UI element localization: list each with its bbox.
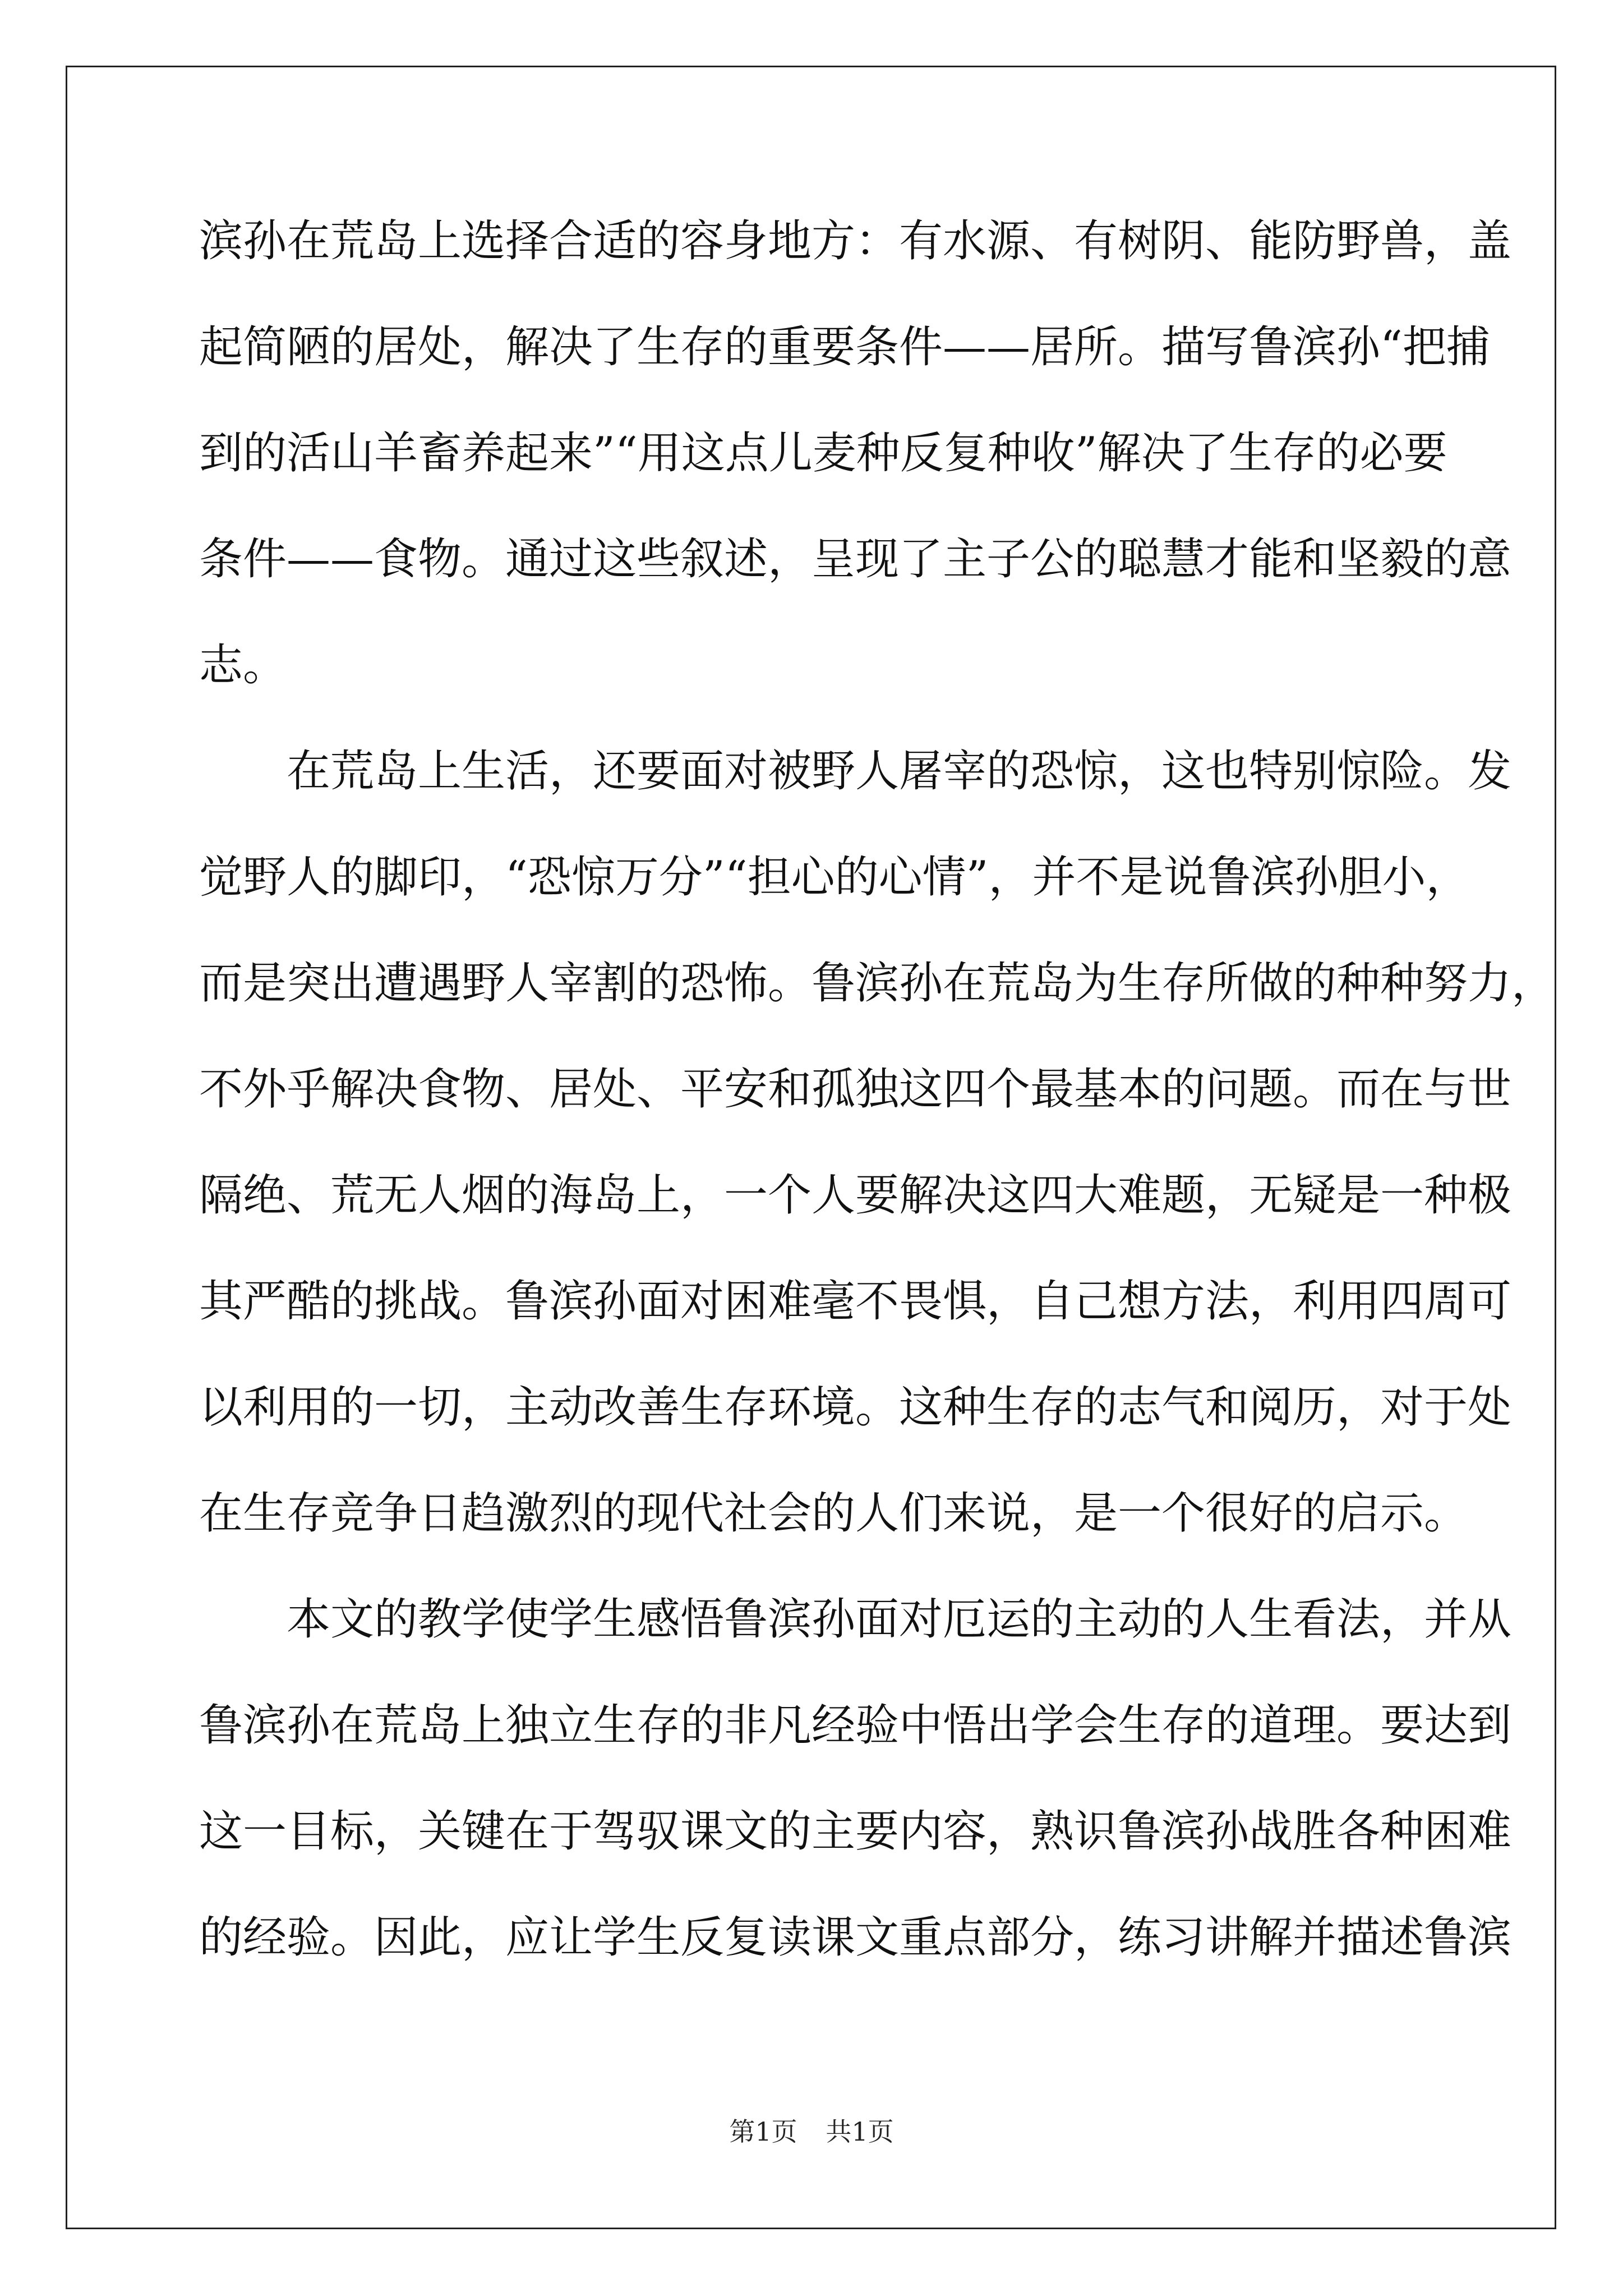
paragraph-2-line-1: 在荒岛上生活，还要面对被野人屠宰的恐惊，这也特别惊险。发 xyxy=(287,746,1512,797)
paragraph-2-line-6: 其严酷的挑战。鲁滨孙面对困难毫不畏惧，自己想方法，利用四周可 xyxy=(199,1276,1512,1327)
paragraph-2-line-2: 觉野人的脚印，“恐惊万分”“担心的心情”，并不是说鲁滨孙胆小， xyxy=(199,852,1470,903)
paragraph-1-line-4: 条件——食物。通过这些叙述，呈现了主子公的聪慧才能和坚毅的意 xyxy=(199,534,1512,585)
paragraph-1-line-2: 起简陋的居处，解决了生存的重要条件——居所。描写鲁滨孙“把捕 xyxy=(199,322,1490,372)
paragraph-3-line-1: 本文的教学使学生感悟鲁滨孙面对厄运的主动的人生看法，并从 xyxy=(287,1594,1512,1645)
paragraph-2-line-7: 以利用的一切，主动改善生存环境。这种生存的志气和阅历，对于处 xyxy=(199,1382,1512,1433)
paragraph-3-line-4: 的经验。因此，应让学生反复读课文重点部分，练习讲解并描述鲁滨 xyxy=(199,1912,1512,1963)
paragraph-3-line-3: 这一目标，关键在于驾驭课文的主要内容，熟识鲁滨孙战胜各种困难 xyxy=(199,1806,1512,1857)
paragraph-1-line-3: 到的活山羊畜养起来”“用这点儿麦种反复种收”解决了生存的必要 xyxy=(199,428,1447,478)
paragraph-3-line-2: 鲁滨孙在荒岛上独立生存的非凡经验中悟出学会生存的道理。要达到 xyxy=(199,1700,1512,1751)
paragraph-2-line-8: 在生存竞争日趋激烈的现代社会的人们来说，是一个很好的启示。 xyxy=(199,1488,1468,1539)
page-number: 第1页 xyxy=(729,2116,797,2147)
page-footer xyxy=(0,2115,1623,2148)
paragraph-1-line-1: 滨孙在荒岛上选择合适的容身地方：有水源、有树阴、能防野兽，盖 xyxy=(199,216,1512,266)
paragraph-1-line-5: 志。 xyxy=(199,640,287,691)
paragraph-2-line-4: 不外乎解决食物、居处、平安和孤独这四个最基本的问题。而在与世 xyxy=(199,1064,1512,1115)
paragraph-2-line-3: 而是突出遭遇野人宰割的恐怖。鲁滨孙在荒岛为生存所做的种种努力， xyxy=(199,958,1556,1009)
paragraph-2-line-5: 隔绝、荒无人烟的海岛上，一个人要解决这四大难题，无疑是一种极 xyxy=(199,1170,1512,1221)
page-border xyxy=(66,66,1556,2229)
page-total: 共1页 xyxy=(826,2116,894,2147)
